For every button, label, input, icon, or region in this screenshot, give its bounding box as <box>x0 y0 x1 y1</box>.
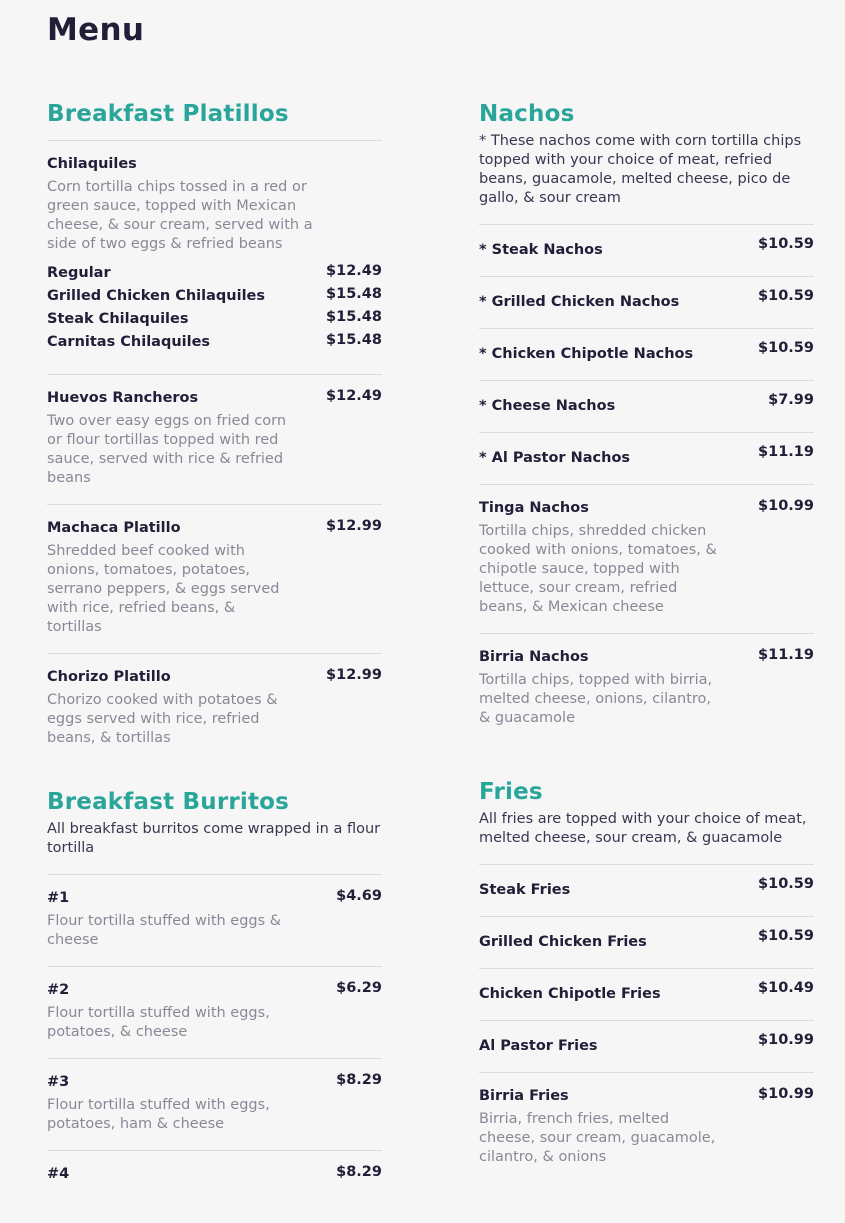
variant-row[interactable] <box>47 331 382 354</box>
variant-name: Carnitas Chilaquiles <box>47 334 211 350</box>
menu-item-cheese-nachos[interactable] <box>479 380 814 432</box>
menu-item-steak-fries[interactable] <box>479 864 814 916</box>
item-desc: Shredded beef cooked with onions, tomatoes, potatoes, serrano peppers, & eggs served with rice, refried beans, & tortillas <box>47 543 280 635</box>
item-price: $10.99 <box>758 1086 814 1102</box>
menu-item-chicken-chipotle-nachos[interactable] <box>479 328 814 380</box>
section-title: Nachos <box>479 101 575 127</box>
menu-item-steak-nachos[interactable] <box>479 224 814 276</box>
item-price: $10.59 <box>758 236 814 252</box>
menu-item-al-pastor-nachos[interactable] <box>479 432 814 484</box>
menu-item-burrito-2[interactable] <box>47 966 382 1058</box>
variant-name: Grilled Chicken Chilaquiles <box>47 288 266 304</box>
section-nachos <box>479 96 814 774</box>
item-desc: Two over easy eggs on fried corn or flour tortillas topped with red sauce, served with rice & refried beans <box>47 413 287 486</box>
menu-item-chicken-chipotle-fries[interactable] <box>479 968 814 1020</box>
item-price: $6.29 <box>336 980 382 996</box>
item-price: $10.59 <box>758 340 814 356</box>
variant-price: $15.48 <box>326 332 382 348</box>
menu-item-birria-nachos[interactable] <box>479 633 814 774</box>
item-name: Chilaquiles <box>47 156 137 172</box>
item-name: #2 <box>47 982 70 998</box>
item-price: $10.59 <box>758 288 814 304</box>
menu-item-burrito-3[interactable] <box>47 1058 382 1150</box>
section-title: Breakfast Burritos <box>47 789 290 815</box>
section-breakfast-burritos <box>47 784 382 1200</box>
menu-item-tinga-nachos[interactable] <box>479 484 814 633</box>
item-name: Birria Nachos <box>479 649 589 665</box>
item-name: * Cheese Nachos <box>479 398 616 414</box>
right-column <box>479 96 814 1183</box>
left-column <box>47 96 382 1200</box>
section-breakfast-platillos <box>47 96 382 784</box>
menu-item-chorizo-platillo[interactable] <box>47 653 382 784</box>
variant-name: Regular <box>47 265 111 281</box>
item-name: Al Pastor Fries <box>479 1038 598 1054</box>
menu-item-chilaquiles[interactable] <box>47 141 382 374</box>
item-price: $4.69 <box>336 888 382 904</box>
menu-item-birria-fries[interactable] <box>479 1072 814 1183</box>
section-desc: All fries are topped with your choice of meat, melted cheese, sour cream, & guacamole <box>479 811 807 846</box>
menu-item-huevos-rancheros[interactable] <box>47 374 382 504</box>
item-name: * Chicken Chipotle Nachos <box>479 346 694 362</box>
variant-list <box>47 262 382 354</box>
menu-item-burrito-4[interactable] <box>47 1150 382 1200</box>
item-price: $12.99 <box>326 518 382 534</box>
variant-price: $15.48 <box>326 286 382 302</box>
item-name: #3 <box>47 1074 70 1090</box>
item-name: * Al Pastor Nachos <box>479 450 631 466</box>
section-desc: All breakfast burritos come wrapped in a flour tortilla <box>47 821 381 856</box>
item-name: Birria Fries <box>479 1088 569 1104</box>
item-price: $12.99 <box>326 667 382 683</box>
item-price: $11.19 <box>758 444 814 460</box>
item-price: $11.19 <box>758 647 814 663</box>
item-desc: Flour tortilla stuffed with eggs & cheese <box>47 913 282 948</box>
section-title: Fries <box>479 779 543 805</box>
item-name: Machaca Platillo <box>47 520 181 536</box>
item-desc: Chorizo cooked with potatoes & eggs served with rice, refried beans, & tortillas <box>47 692 278 746</box>
item-desc: Flour tortilla stuffed with eggs, potatoes, & cheese <box>47 1005 270 1040</box>
menu-item-grilled-chicken-fries[interactable] <box>479 916 814 968</box>
section-fries <box>479 774 814 1183</box>
variant-name: Steak Chilaquiles <box>47 311 189 327</box>
item-desc: Corn tortilla chips tossed in a red or green sauce, topped with Mexican cheese, & sour cream, served with a side of two eggs & refried beans <box>47 179 313 252</box>
item-name: Huevos Rancheros <box>47 390 199 406</box>
item-name: #1 <box>47 890 70 906</box>
item-price: $10.59 <box>758 876 814 892</box>
item-desc: Birria, french fries, melted cheese, sour cream, guacamole, cilantro, & onions <box>479 1111 716 1165</box>
item-name: * Steak Nachos <box>479 242 603 258</box>
item-desc: Flour tortilla stuffed with eggs, potatoes, ham & cheese <box>47 1097 270 1132</box>
menu-item-al-pastor-fries[interactable] <box>479 1020 814 1072</box>
section-title: Breakfast Platillos <box>47 101 289 127</box>
variant-row[interactable] <box>47 308 382 331</box>
section-desc: * These nachos come with corn tortilla chips topped with your choice of meat, refried beans, guacamole, melted cheese, pico de gallo, & sour cream <box>479 133 802 206</box>
item-name: Chorizo Platillo <box>47 669 171 685</box>
item-price: $10.99 <box>758 498 814 514</box>
variant-row[interactable] <box>47 285 382 308</box>
variant-price: $15.48 <box>326 309 382 325</box>
item-name: Grilled Chicken Fries <box>479 934 647 950</box>
item-name: Steak Fries <box>479 882 571 898</box>
item-price: $12.49 <box>326 388 382 404</box>
item-name: * Grilled Chicken Nachos <box>479 294 680 310</box>
item-price: $7.99 <box>768 392 814 408</box>
menu-item-burrito-1[interactable] <box>47 874 382 966</box>
variant-price: $12.49 <box>326 263 382 279</box>
page-title: Menu <box>47 12 145 48</box>
menu-item-grilled-chicken-nachos[interactable] <box>479 276 814 328</box>
item-price: $10.49 <box>758 980 814 996</box>
item-desc: Tortilla chips, topped with birria, melted cheese, onions, cilantro, & guacamole <box>479 672 713 726</box>
item-desc: Tortilla chips, shredded chicken cooked with onions, tomatoes, & chipotle sauce, topped with lettuce, sour cream, refried beans, & Mexican cheese <box>479 523 717 615</box>
item-name: Tinga Nachos <box>479 500 589 516</box>
item-name: Chicken Chipotle Fries <box>479 986 661 1002</box>
item-price: $8.29 <box>336 1164 382 1180</box>
item-price: $10.99 <box>758 1032 814 1048</box>
item-price: $10.59 <box>758 928 814 944</box>
item-price: $8.29 <box>336 1072 382 1088</box>
variant-row[interactable] <box>47 262 382 285</box>
menu-item-machaca-platillo[interactable] <box>47 504 382 653</box>
item-name: #4 <box>47 1166 70 1182</box>
